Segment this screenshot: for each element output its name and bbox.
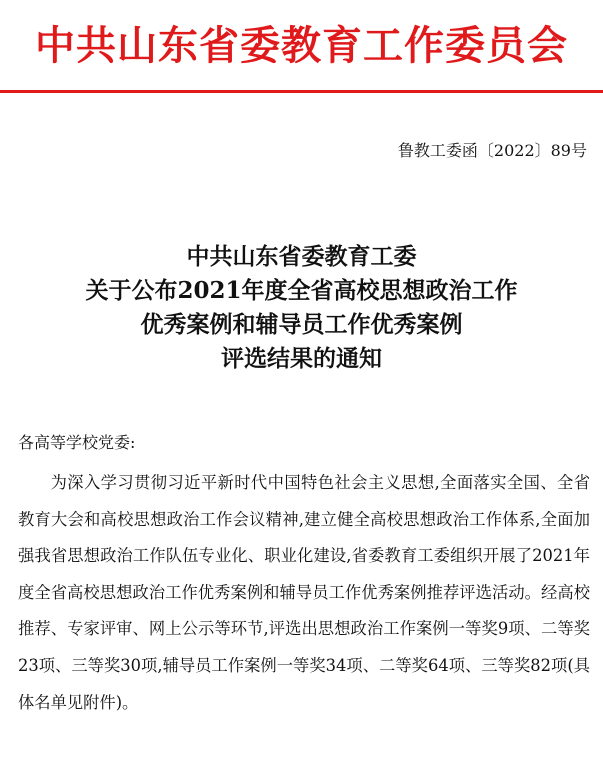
title-line-1: 中共山东省委教育工委 — [186, 243, 417, 270]
title-line-4: 评选结果的通知 — [221, 345, 382, 372]
red-separator-line — [0, 90, 603, 93]
title-line-2: 关于公布2021年度全省高校思想政治工作 — [85, 277, 518, 304]
body-paragraph: 为深入学习贯彻习近平新时代中国特色社会主义思想,全面落实全国、全省教育大会和高校思想政治工作会议精神,建立健全高校思想政治工作体系,全面加强我省思想政治工作队伍专业化、职业化建设,省委教育工委组织开展了2021年度全省高校思想政治工作优秀案例和辅导员工作优秀案例推荐评选活动。经高校推荐、专家评审、网上公示等环节,评选出思想政治工作案例一等奖9项、二等奖23项、三等奖30项,辅导员工作案例一等奖34项、二等奖64项、三等奖82项(具体名单见附件)。 — [18, 473, 590, 712]
title-line-3: 优秀案例和辅导员工作优秀案例 — [140, 311, 463, 338]
document-title — [0, 240, 603, 376]
salutation: 各高等学校党委: — [18, 433, 136, 452]
document-number: 鲁教工委函〔2022〕89号 — [397, 141, 587, 160]
issuing-organization-header: 中共山东省委教育工作委员会 — [35, 23, 568, 69]
